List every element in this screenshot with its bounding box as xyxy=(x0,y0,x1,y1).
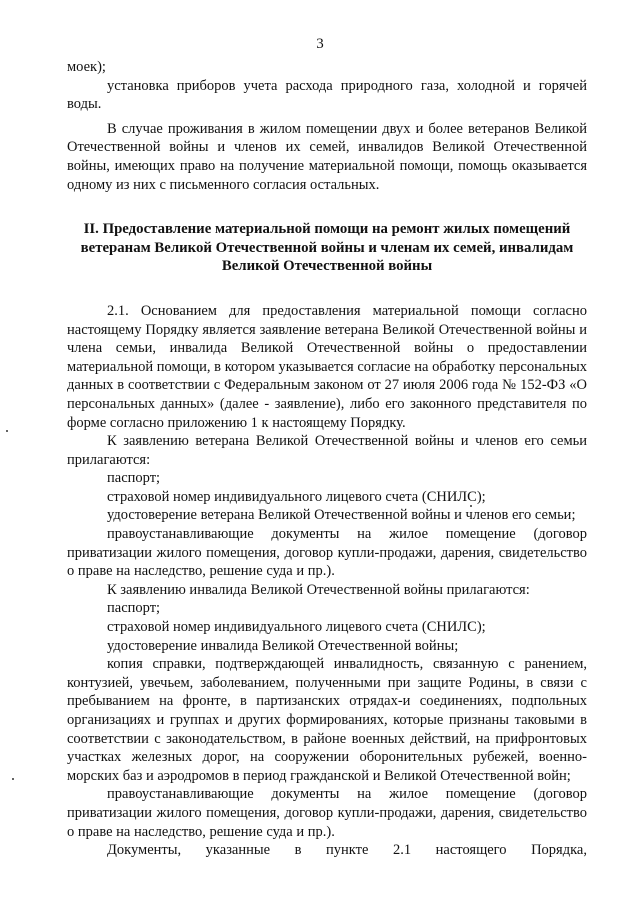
list-item: страховой номер индивидуального лицевого счета (СНИЛС); xyxy=(107,488,486,505)
document-body xyxy=(67,58,587,860)
paragraph: 2.1. Основанием для предоставления материальной помощи согласно настоящему Порядку является заявление ветерана Великой Отечественной войны и члена семьи, инвалида Великой Отечественной войны о предоставлении материальной помощи, в котором указывается согласие на обработку персональных данных в соответствии с Федеральным законом от 27 июля 2006 года № 152-ФЗ «О персональных данных» (далее - заявление), либо его законного представителя по форме согласно приложению 1 к настоящему Порядку. xyxy=(67,302,587,431)
page-number: 3 xyxy=(316,36,324,52)
scan-speck xyxy=(470,505,472,507)
paragraph: Документы, указанные в пункте 2.1 настоящего Порядка, xyxy=(107,842,587,859)
list-item: правоустанавливающие документы на жилое помещение (договор приватизации жилого помещения, договор купли-продажи, дарения, свидетельство о праве на наследство, решение суда и пр.). xyxy=(67,786,587,840)
scan-speck xyxy=(6,430,8,432)
list-item: страховой номер индивидуального лицевого счета (СНИЛС); xyxy=(107,619,486,636)
paragraph: моек); xyxy=(67,59,106,75)
list-item: удостоверение ветерана Великой Отечественной войны и членов его семьи; xyxy=(107,507,576,524)
list-item: правоустанавливающие документы на жилое помещение (договор приватизации жилого помещения, договор купли-продажи, дарения, свидетельство о праве на наследство, решение суда и пр.). xyxy=(67,526,587,580)
list-item: удостоверение инвалида Великой Отечественной войны; xyxy=(107,637,459,654)
list-item: паспорт; xyxy=(107,600,161,617)
list-item: копия справки, подтверждающей инвалидность, связанную с ранением, контузией, увечьем, заболеванием, полученными при защите Родины, в связи с пребыванием на фронте, в партизанских отрядах-и соединениях, подпольных организациях и группах и других формированиях, которые признаны таковыми в соответствии с законодательством, в районе военных действий, на прифронтовых участках железных дорог, на сооружении оборонительных рубежей, военно-морских баз и аэродромов в период гражданской и Великой Отечественной войн; xyxy=(67,656,587,784)
list-item: паспорт; xyxy=(107,470,161,487)
paragraph: К заявлению ветерана Великой Отечественной войны и членов его семьи прилагаются: xyxy=(67,433,587,468)
scan-speck xyxy=(12,778,14,780)
paragraph: К заявлению инвалида Великой Отечественной войны прилагаются: xyxy=(107,581,530,598)
paragraph: В случае проживания в жилом помещении двух и более ветеранов Великой Отечественной войны и членов их семей, инвалидов Великой Отечественной войны, имеющих право на получение материальной помощи, помощь оказывается одному из них с письменного согласия остальных. xyxy=(67,120,587,193)
paragraph: установка приборов учета расхода природного газа, холодной и горячей воды. xyxy=(67,77,587,113)
section-heading: II. Предоставление материальной помощи на ремонт жилых помещений ветеранам Великой Отечественной войны и членам их семей, инвалидам Великой Отечественной войны xyxy=(80,221,574,275)
